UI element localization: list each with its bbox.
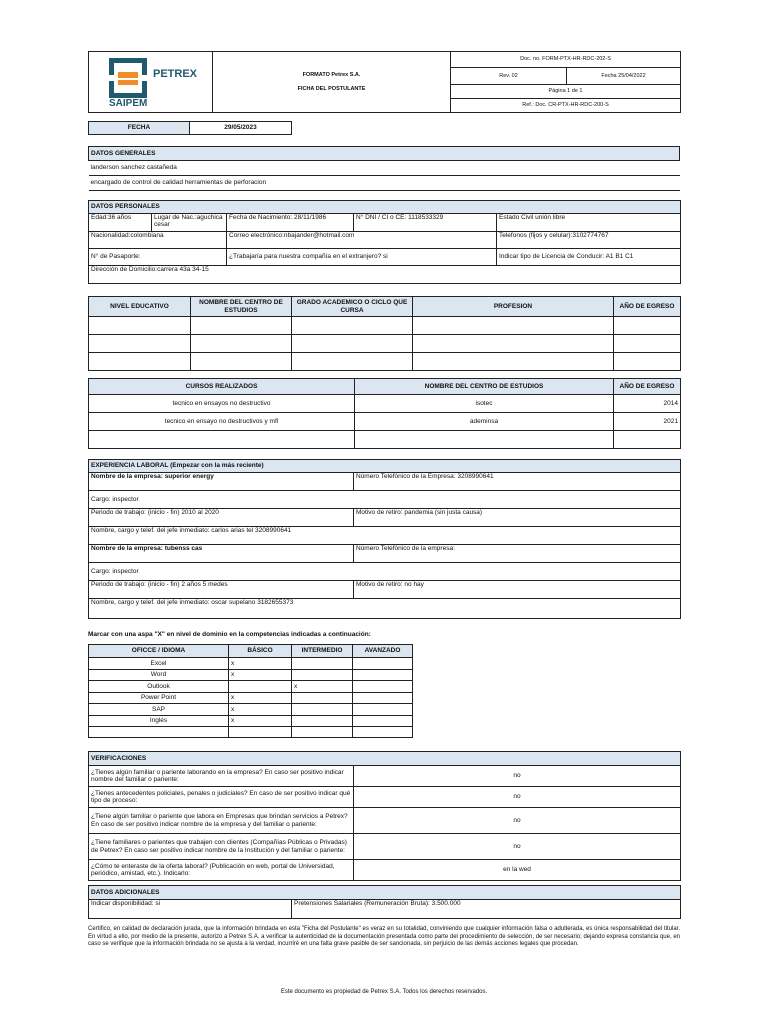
fecha-label: FECHA [89,122,190,135]
edu-header-profesion: PROFESION [413,297,614,317]
rev-number: Rev. 02 [451,68,567,84]
comp-basico: x [229,669,292,681]
disponibilidad-field: Indicar disponibilidad: si [89,900,292,919]
cursos-header-egreso: AÑO DE EGRESO [614,379,681,395]
cursos-header-curso: CURSOS REALIZADOS [89,379,355,395]
datos-adicionales-table [88,885,681,919]
page-number: Página 1 de 1 [451,84,681,98]
comp-name: Power Point [89,692,229,704]
table-row [89,431,681,449]
experiencia-table [88,459,681,619]
comp-header-basico: BÁSICO [229,645,292,658]
page-footer: Este documento es propiedad de Petrex S.A. Todos los derechos reservados. [280,989,488,995]
empresa-2-telefono: Número Telefónico de la empresa: [354,545,681,563]
comp-header-oficce: OFICCE / IDIOMA [89,645,229,658]
comp-name: Inglés [89,715,229,727]
lugar-nacimiento-field: Lugar de Nac.:aguchica cesar [152,214,227,232]
comp-name: Outlook [89,681,229,693]
licencia-field: Indicar tipo de Licencia de Conducir: A1 B1 C1 [497,249,681,266]
empresa-2-motivo: Motivo de retiro: no hay [354,581,681,599]
logo-petrex-text: PETREX [153,68,198,80]
table-row [89,669,413,681]
comp-name: Word [89,669,229,681]
telefonos-field: Telefonos (fijos y celular):3102774767 [497,232,681,249]
cursos-table [88,378,681,449]
empresa-2-periodo: Periodo de trabajo: (inicio - fin) 2 años 5 medes [89,581,354,599]
empresa-1-periodo: Periodo de trabajo: (inicio - fin) 2010 al 2020 [89,509,354,527]
comp-avanzado [353,681,413,693]
empresa-1: Nombre de la empresa: superior energy [89,473,354,491]
comp-name: SAP [89,704,229,716]
comp-avanzado [353,669,413,681]
comp-intermedio: x [292,681,353,693]
table-row [89,395,681,413]
verificacion-respuesta: no [354,787,681,808]
verificacion-respuesta: no [354,766,681,787]
competencias-instruccion: Marcar con una aspa "X" en nivel de dominio en la competencias indicadas a continuación: [88,631,371,638]
cursos-header-centro: NOMBRE DEL CENTRO DE ESTUDIOS [355,379,614,395]
edu-header-grado: GRADO ACADEMICO O CICLO QUE CURSA [292,297,413,317]
verificaciones-table [88,751,681,881]
verificacion-pregunta: ¿Tienes antecedentes policiales, penales o judiciales? En caso de ser positivo indicar qué tipo de proceso: [89,787,354,808]
empresa-2-jefe: Nombre, cargo y telef. del jefe inmediato: oscar supelano 3182655373 [89,599,681,619]
declaracion-jurada: Certifico, en calidad de declaración jurada, que la información brindada en esta "Ficha del Postulante" es veraz en su totalidad, conviniendo que cualquier información falsa o adulterada, es única responsabilidad del titular. En virtud a ello, por medio de la presente, autorizo a Petrex S.A. a verificar la autenticidad de la documentación presentada como parte del procedimiento de selección, de ser necesario; dejando expresa constancia que, en caso se verifique que la información brindada no se ajusta a la verdad, incurriré en una falta grave pasible de ser sancionada, sin perjuicio de las demás acciones legales que procedan. [88,926,680,947]
verificacion-pregunta: ¿Tiene algún familiar o pariente que labora en Empresas que brindan servicios a Petrex? En caso de ser positivo indicar nombre de la empresa y del familiar o pariente: [89,808,354,834]
table-row [89,787,681,808]
edu-header-egreso: AÑO DE EGRESO [614,297,681,317]
comp-name: Excel [89,658,229,670]
table-row [89,681,413,693]
empresa-1-cargo: Cargo: inspector [89,491,681,509]
datos-personales-title: DATOS PERSONALES [89,201,681,214]
form-title: FICHA DEL POSTULANTE [297,86,366,92]
edu-header-nivel: NIVEL EDUCATIVO [89,297,191,317]
estado-civil-field: Estado Civil unión libre [497,214,681,232]
curso-centro: isotec [355,395,614,413]
table-row [89,766,681,787]
nombre-value: landerson sanchez castañeda [89,161,680,176]
table-row [89,692,413,704]
educacion-table [88,296,681,371]
empresa-2: Nombre de la empresa: tubenss cas [89,545,354,563]
comp-basico: x [229,692,292,704]
pretensiones-field: Pretensiones Salariales (Remuneración Bruta): 3.500.000 [292,900,681,919]
company-name: FORMATO Petrex S.A. [302,71,361,78]
comp-intermedio [292,669,353,681]
comp-avanzado [353,658,413,670]
edu-header-centro: NOMBRE DEL CENTRO DE ESTUDIOS [191,297,292,317]
comp-avanzado [353,715,413,727]
extranjero-field: ¿Trabajaría para nuestra compañía en el extranjero? si [227,249,497,266]
table-row [89,860,681,881]
verificaciones-title: VERIFICACIONES [89,752,681,766]
comp-intermedio [292,715,353,727]
comp-basico: x [229,658,292,670]
datos-generales-title: DATOS GENERALES [89,147,680,161]
verificacion-pregunta: ¿Cómo te enteraste de la oferta laboral? (Publicación en web, portal de Universidad, periódico, amistad, etc.). Indicarlo: [89,860,354,881]
comp-intermedio [292,658,353,670]
competencias-table [88,644,413,738]
header-title-cell [213,52,451,113]
logo-cell [89,52,213,113]
cargo-postulado-value: encargado de control de calidad herramientas de perforacion [89,176,680,191]
verificacion-respuesta: en la wed [354,860,681,881]
doc-date: Fecha 25/04/2022 [567,68,681,84]
curso-centro: ademinsa [355,413,614,431]
table-row [89,658,413,670]
verificacion-respuesta: no [354,834,681,860]
doc-number: Doc. no. FORM-PTX-HR-RDC-202-S [451,52,681,68]
header-table [88,51,681,113]
fecha-value: 29/05/2023 [190,122,292,135]
table-row [89,413,681,431]
comp-intermedio [292,704,353,716]
fecha-table [88,121,292,135]
comp-basico: x [229,715,292,727]
pasaporte-field: N° de Pasaporte: [89,249,227,266]
nacionalidad-field: Nacionalidad:colombiana [89,232,227,249]
comp-basico: x [229,704,292,716]
direccion-field: Dirección de Domicilio:carrera 43a 34-15 [89,266,681,284]
table-row [89,808,681,834]
table-row [89,834,681,860]
table-row [89,704,413,716]
experiencia-title: EXPERIENCIA LABORAL (Empezar con la más reciente) [89,460,681,473]
curso-anio: 2014 [614,395,681,413]
edad-field: Edad:36 años [89,214,152,232]
table-row [89,715,413,727]
comp-intermedio [292,692,353,704]
empresa-2-cargo: Cargo: inspector [89,563,681,581]
empresa-1-telefono: Número Telefónico de la Empresa: 3208990641 [354,473,681,491]
verificacion-respuesta: no [354,808,681,834]
table-row [89,727,413,738]
comp-header-intermedio: INTERMEDIO [292,645,353,658]
datos-generales-table [88,146,680,191]
datos-adicionales-title: DATOS ADICIONALES [89,886,681,900]
table-row [89,317,681,335]
correo-field: Correo electrónico:nbajander@hotmail.com [227,232,497,249]
petrex-logo-icon [109,58,147,98]
table-row [89,335,681,353]
verificacion-pregunta: ¿Tienes algún familiar o pariente laborando en la empresa? En caso ser positivo indicar nombre del familiar o pariente: [89,766,354,787]
curso-anio: 2021 [614,413,681,431]
empresa-1-jefe: Nombre, cargo y telef. del jefe inmediato: carlos arias tel 3208990641 [89,527,681,545]
curso-name: tecnico en ensayos no destructivo [89,395,355,413]
logo-saipem-text: SAIPEM [109,98,148,109]
comp-avanzado [353,692,413,704]
comp-basico [229,681,292,693]
curso-name: tecnico en ensayo no destructivos y mfl [89,413,355,431]
table-row [89,353,681,371]
comp-header-avanzado: AVANZADO [353,645,413,658]
fecha-nacimiento-field: Fecha de Nacimiento: 28/11/1986 [227,214,354,232]
datos-personales-table [88,200,681,284]
doc-reference: Ref.: Doc. CR-PTX-HR-RDC-200-S [451,98,681,112]
verificacion-pregunta: ¿Tiene familiares o parientes que trabajen con clientes (Compañías Públicas o Privadas) de Petrex? En caso ser positivo indicar nombre de la Institución y del familiar o pariente: [89,834,354,860]
empresa-1-motivo: Motivo de retiro: pandemia (sin justa causa) [354,509,681,527]
dni-field: N° DNI / CI o CE: 1118533329 [354,214,497,232]
comp-avanzado [353,704,413,716]
